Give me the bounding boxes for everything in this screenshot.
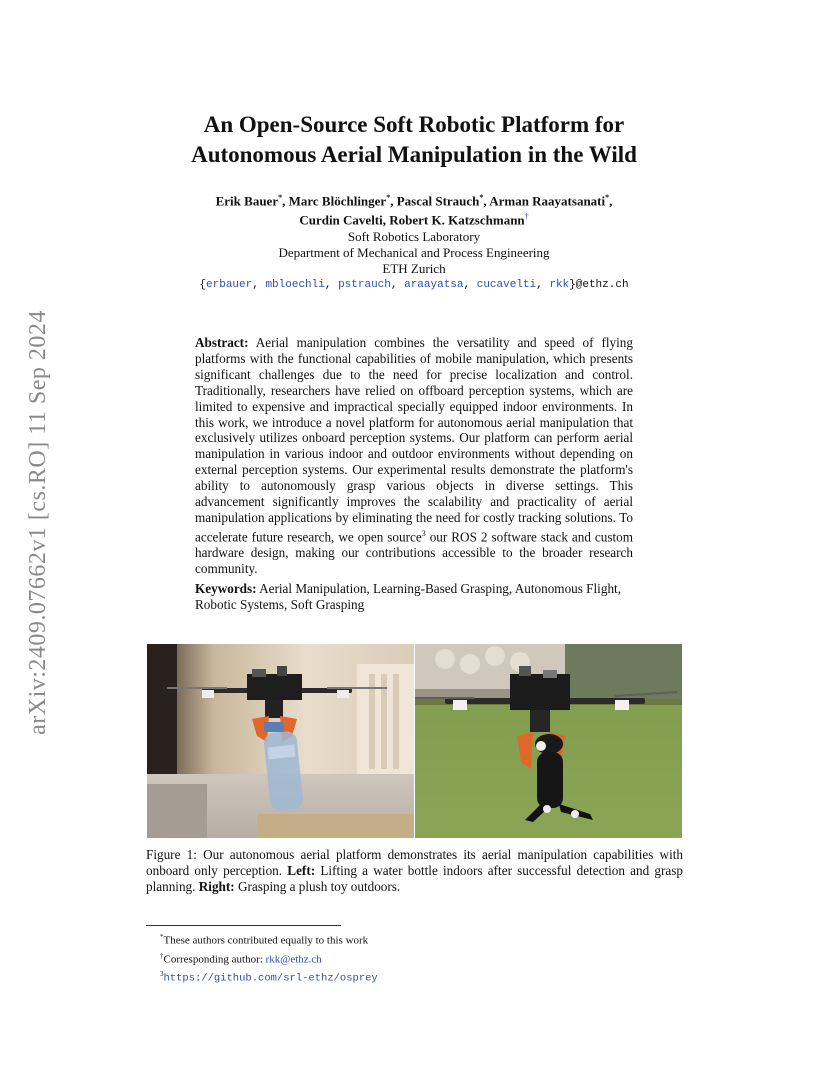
outdoor-drone-photo xyxy=(415,644,682,838)
footnote-mark: † xyxy=(160,951,164,960)
title-line-2: Autonomous Aerial Manipulation in the Wild xyxy=(191,142,637,167)
caption-right-text: Grasping a plush toy outdoors. xyxy=(234,878,401,894)
author-emails: {erbauer, mbloechli, pstrauch, araayatsa, cucavelti, rkk}@ethz.ch xyxy=(199,278,629,291)
caption-right-label: Right: xyxy=(198,878,235,894)
email-user[interactable]: araayatsa xyxy=(404,278,464,291)
equal-contribution-mark: * xyxy=(605,193,610,202)
equal-contribution-mark: * xyxy=(479,193,484,202)
keywords-label: Keywords: xyxy=(195,581,257,596)
abstract-text-end: our ROS 2 software stack and custom hardware design, making our contributions accessible to the broader research community. xyxy=(195,529,634,577)
footnote-repo xyxy=(160,967,560,987)
author-name: Arman Raayatsanati xyxy=(489,193,606,209)
separator: , xyxy=(282,193,289,209)
email-user[interactable]: cucavelti xyxy=(476,278,537,291)
title-line-1: An Open-Source Soft Robotic Platform for xyxy=(203,112,625,137)
brace-open: { xyxy=(199,278,207,291)
separator: , xyxy=(483,193,490,209)
affiliation-university: ETH Zurich xyxy=(382,260,446,276)
equal-contribution-mark: * xyxy=(386,193,391,202)
caption-prefix: Figure 1: Our autonomous aerial platform demonstrates its aerial manipulation capabilities with onboard only perception. xyxy=(146,847,683,878)
figure-left-image xyxy=(147,644,414,838)
email-domain: }@ethz.ch xyxy=(569,278,629,291)
email-user[interactable]: rkk xyxy=(549,278,570,291)
keywords xyxy=(195,581,633,613)
footnote-ref[interactable]: 3 xyxy=(421,528,426,538)
separator: , xyxy=(382,212,390,228)
author-block xyxy=(150,190,678,293)
author-name: Curdin Cavelti xyxy=(299,212,383,228)
arxiv-id-text: arXiv:2409.07662v1 [cs.RO] 11 Sep 2024 xyxy=(24,310,51,735)
author-line-1: Erik Bauer*, Marc Blöchlinger*, Pascal Strauch*, Arman Raayatsanati*, xyxy=(215,193,613,209)
caption-left-text: Lifting a water bottle indoors after successful detection and grasp planning. xyxy=(146,862,683,894)
email-link[interactable]: rkk@ethz.ch xyxy=(265,953,322,966)
footnote-divider xyxy=(146,925,341,926)
arxiv-identifier xyxy=(20,285,56,760)
affiliation-lab: Soft Robotics Laboratory xyxy=(347,228,481,244)
author-name: Pascal Strauch xyxy=(396,193,480,209)
author-name: Erik Bauer xyxy=(215,193,279,209)
corresponding-author-mark[interactable]: † xyxy=(524,212,529,222)
author-line-2 xyxy=(150,209,678,228)
author-name: Marc Blöchlinger xyxy=(288,193,387,209)
footnote-equal-contribution xyxy=(160,930,560,949)
footnote-mark: 3 xyxy=(160,970,164,979)
footnote-mark: * xyxy=(160,933,164,941)
figure-right-image xyxy=(415,644,682,838)
abstract xyxy=(195,335,633,577)
repo-link[interactable]: https://github.com/srl-ethz/osprey xyxy=(163,972,378,985)
abstract-text: Aerial manipulation combines the versatility and speed of flying platforms with the functional capabilities of mobile manipulation, which presents significant challenges due to the need for precise localization and control. Traditionally, researchers have relied on offboard perception systems, which are limited to expensive and impractical specially equipped indoor environments. In this work, we introduce a novel platform for autonomous aerial manipulation that exclusively utilizes onboard perception systems. Our platform can perform aerial manipulation in various indoor and outdoor environments without depending on external perception systems. Our experimental results demonstrate the platform's ability to autonomously grasp various objects in diverse settings. This advancement significantly improves the scalability and practicality of aerial manipulation applications by eliminating the need for costly tracking solutions. To accelerate future research, we open source xyxy=(195,335,633,545)
keywords-text: Aerial Manipulation, Learning-Based Grasping, Autonomous Flight, Robotic Systems, Soft Grasping xyxy=(195,581,621,612)
footnote-text: These authors contributed equally to this work xyxy=(163,934,369,947)
email-user[interactable]: erbauer xyxy=(206,278,253,291)
separator: , xyxy=(390,193,397,209)
email-user[interactable]: mbloechli xyxy=(265,278,325,291)
footnote-text: Corresponding author: xyxy=(163,953,266,966)
abstract-label: Abstract: xyxy=(195,335,249,350)
email-user[interactable]: pstrauch xyxy=(338,278,391,291)
affiliation-department: Department of Mechanical and Process Engineering xyxy=(278,244,550,260)
footnotes xyxy=(160,930,560,987)
caption-left-label: Left: xyxy=(287,862,316,878)
author-name: Robert K. Katzschmann xyxy=(389,212,525,228)
equal-contribution-mark: * xyxy=(278,193,283,202)
indoor-drone-photo xyxy=(147,644,414,838)
paper-title xyxy=(150,110,678,170)
footnote-corresponding xyxy=(160,949,560,968)
figure-caption xyxy=(146,847,683,895)
